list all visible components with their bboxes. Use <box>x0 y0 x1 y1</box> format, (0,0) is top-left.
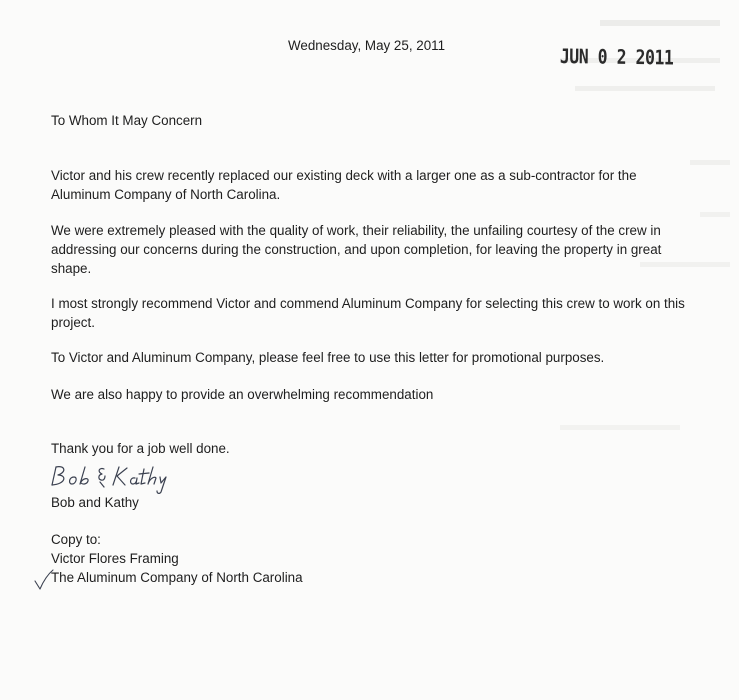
copy-to-label: Copy to: <box>51 532 101 547</box>
handwritten-checkmark-icon <box>33 568 55 592</box>
handwritten-signature <box>47 463 177 495</box>
signer-name: Bob and Kathy <box>51 495 139 510</box>
closing-line: Thank you for a job well done. <box>51 441 230 456</box>
copy-recipient-1: Victor Flores Framing <box>51 551 179 566</box>
salutation: To Whom It May Concern <box>51 113 203 128</box>
letter-date: Wednesday, May 25, 2011 <box>288 38 446 53</box>
body-paragraph-3: I most strongly recommend Victor and commend Aluminum Company for selecting this crew to work on this project. <box>51 296 685 330</box>
copy-recipient-2: The Aluminum Company of North Carolina <box>51 570 303 585</box>
body-paragraph-1: Victor and his crew recently replaced our existing deck with a larger one as a sub-contractor for the Aluminum Company of North Carolina. <box>51 168 637 202</box>
body-paragraph-4: To Victor and Aluminum Company, please feel free to use this letter for promotional purposes. <box>51 350 605 365</box>
body-paragraph-5: We are also happy to provide an overwhelming recommendation <box>51 387 434 402</box>
received-date-stamp: JUN 0 2 2011 <box>559 43 674 70</box>
body-paragraph-2: We were extremely pleased with the quality of work, their reliability, the unfailing courtesy of the crew in addressing our concerns during the construction, and upon completion, for leaving the property in great shape. <box>51 223 662 276</box>
